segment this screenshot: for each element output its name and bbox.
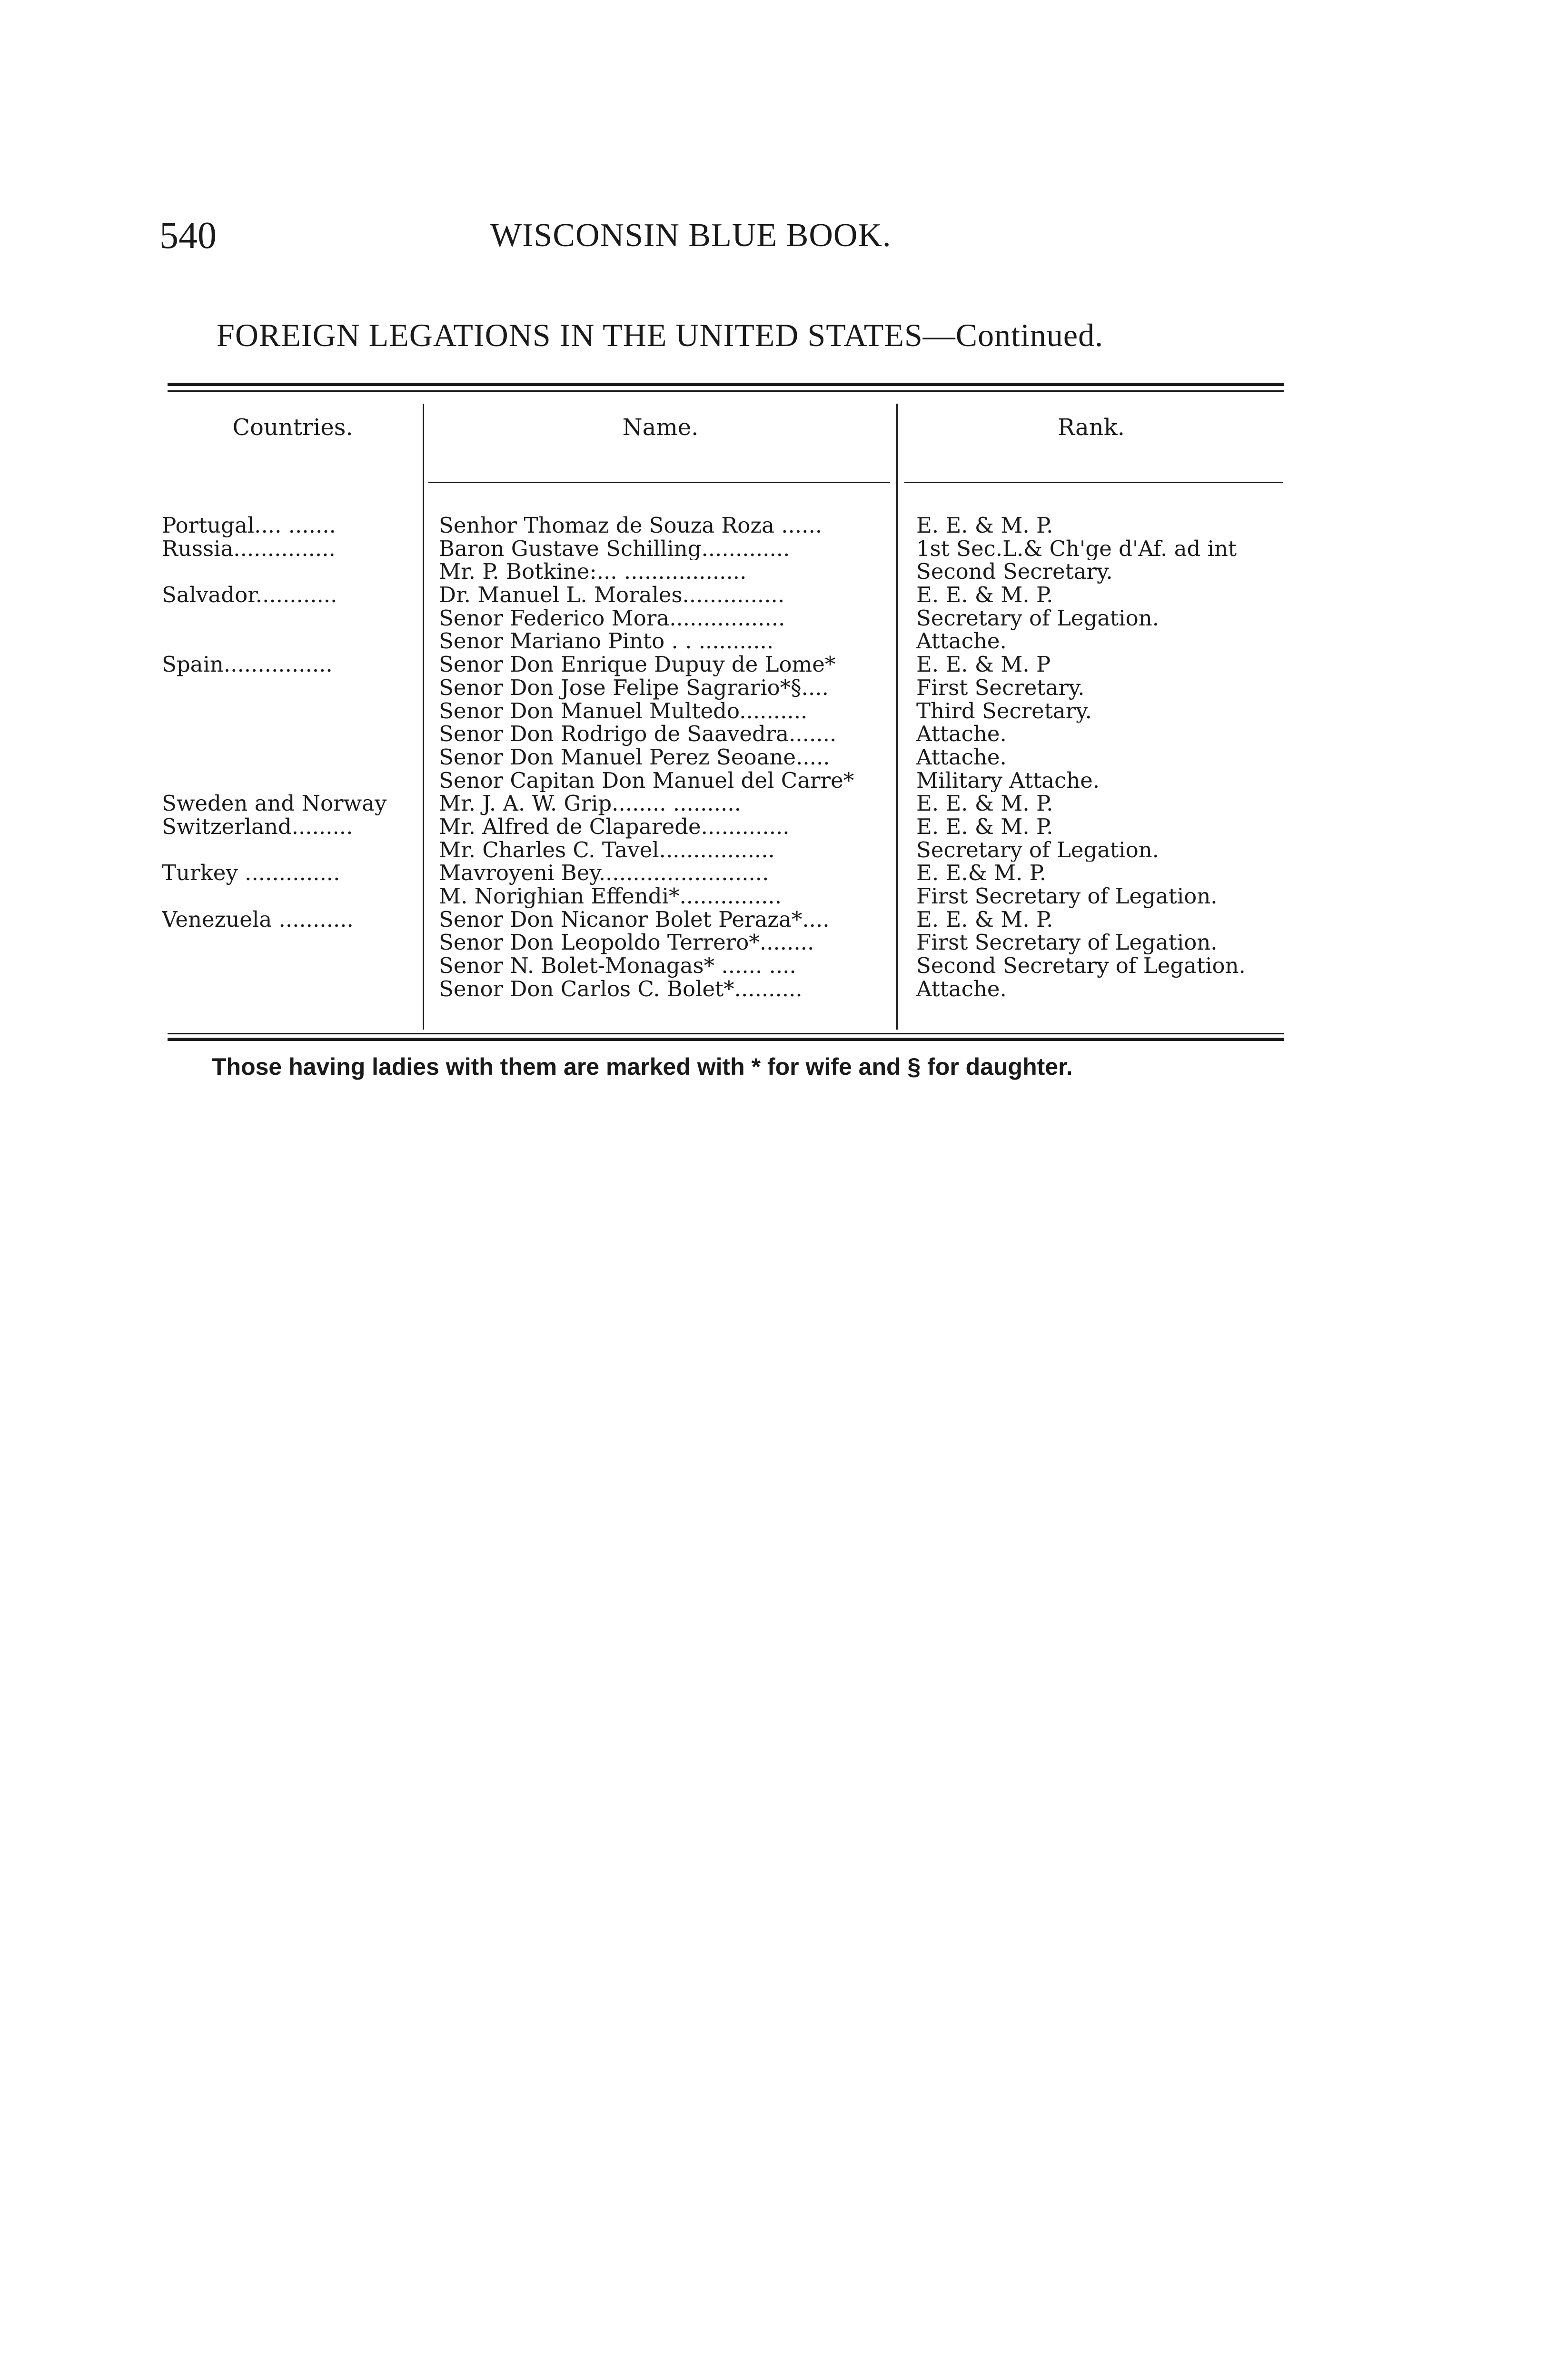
table-row [0,978,1546,1001]
table-row [0,746,1546,769]
table-row [0,607,1546,630]
rank-cell: E. E. & M. P [916,653,1051,676]
column-header-rank: Rank. [1057,414,1125,441]
country-cell: Sweden and Norway [162,792,387,815]
table-row [0,723,1546,746]
rank-cell: First Secretary of Legation. [916,885,1218,908]
table-row [0,931,1546,954]
name-cell: Senhor Thomaz de Souza Roza ...... [439,514,823,537]
table-row [0,700,1546,723]
bottom-rule-thin [168,1033,1284,1034]
table-row [0,630,1546,653]
name-cell: Senor Don Carlos C. Bolet*.......... [439,977,803,1001]
country-cell: Venezuela ........... [162,908,354,932]
table-title: FOREIGN LEGATIONS IN THE UNITED STATES—Continued. [217,317,1104,353]
table-row [0,584,1546,607]
name-cell: M. Norighian Effendi*............... [439,885,782,908]
name-cell: Senor Federico Mora................. [439,606,785,630]
rank-cell: Secretary of Legation. [916,838,1160,862]
column-header-countries: Countries. [232,414,353,441]
country-cell: Turkey .............. [162,862,340,885]
name-cell: Senor Don Manuel Multedo.......... [439,699,808,723]
table-body [0,514,1546,1001]
name-cell: Mr. J. A. W. Grip........ .......... [439,792,741,815]
rank-cell: Secretary of Legation. [916,606,1160,630]
country-cell: Portugal.... ....... [162,514,336,537]
rank-cell: First Secretary of Legation. [916,931,1218,955]
top-rule-thin [168,390,1284,392]
table-row [0,862,1546,885]
rank-cell: E. E. & M. P. [916,908,1053,932]
rank-cell: E. E. & M. P. [916,584,1053,607]
name-cell: Senor Capitan Don Manuel del Carre* [439,769,854,793]
table-footnote: Those having ladies with them are marked with * for wife and § for daughter. [212,1053,1073,1080]
name-cell: Senor Don Manuel Perez Seoane..... [439,745,830,769]
name-cell: Senor Don Nicanor Bolet Peraza*.... [439,908,830,932]
table-row [0,908,1546,932]
table-row [0,792,1546,815]
rank-cell: Attache. [916,977,1007,1001]
country-cell: Spain................ [162,653,333,676]
rank-cell: E. E. & M. P. [916,815,1053,839]
table-row [0,514,1546,537]
rank-cell: Second Secretary. [916,560,1113,584]
name-cell: Dr. Manuel L. Morales............... [439,584,785,607]
table-row [0,653,1546,676]
bottom-rule-thick [168,1038,1284,1041]
rank-cell: Third Secretary. [916,699,1092,723]
name-cell: Senor Don Jose Felipe Sagrario*§.... [439,676,829,700]
rank-cell: First Secretary. [916,676,1085,700]
header-underline-name [428,482,890,483]
name-cell: Mr. P. Botkine:... .................. [439,560,747,584]
rank-cell: E. E.& M. P. [916,862,1047,885]
name-cell: Mavroyeni Bey......................... [439,862,769,885]
table-row [0,839,1546,862]
table-row [0,676,1546,700]
country-cell: Salvador............ [162,584,337,607]
name-cell: Senor Mariano Pinto . . ........... [439,630,774,654]
rank-cell: E. E. & M. P. [916,514,1053,537]
table-row [0,537,1546,561]
name-cell: Senor Don Enrique Dupuy de Lome* [439,653,836,676]
header-underline-rank [904,482,1283,483]
page-number: 540 [159,215,217,257]
rank-cell: E. E. & M. P. [916,792,1053,815]
table-row [0,885,1546,908]
table-row [0,815,1546,839]
table-row [0,560,1546,584]
running-head: WISCONSIN BLUE BOOK. [490,217,892,254]
table-row [0,769,1546,793]
rank-cell: Attache. [916,630,1007,654]
name-cell: Senor N. Bolet-Monagas* ...... .... [439,954,796,978]
rank-cell: Second Secretary of Legation. [916,954,1246,978]
rank-cell: Attache. [916,745,1007,769]
table-row [0,954,1546,978]
rank-cell: Military Attache. [916,769,1100,793]
name-cell: Senor Don Rodrigo de Saavedra....... [439,723,837,746]
column-header-name: Name. [622,414,699,441]
name-cell: Baron Gustave Schilling............. [439,537,790,561]
country-cell: Russia............... [162,537,336,561]
top-rule-thick [168,383,1284,386]
rank-cell: 1st Sec.L.& Ch'ge d'Af. ad int [916,537,1237,561]
name-cell: Senor Don Leopoldo Terrero*........ [439,931,814,955]
name-cell: Mr. Alfred de Claparede............. [439,815,790,839]
name-cell: Mr. Charles C. Tavel................. [439,838,775,862]
rank-cell: Attache. [916,723,1007,746]
country-cell: Switzerland......... [162,815,353,839]
